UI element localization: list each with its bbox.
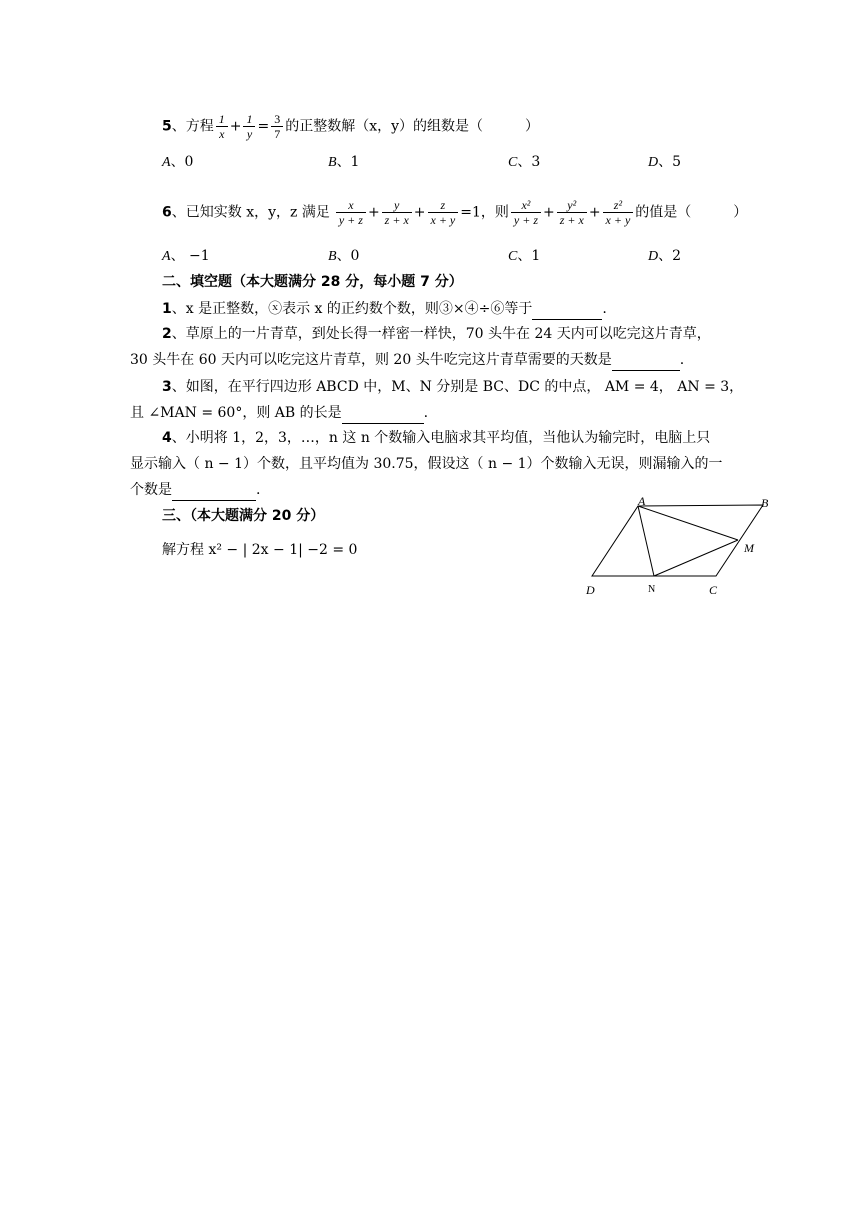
answer-blank xyxy=(342,403,424,424)
question-text: 的正整数解（x，y）的组数是（ ） xyxy=(285,118,540,135)
option-d: D、5 xyxy=(648,154,682,170)
parallelogram-figure xyxy=(578,494,788,604)
section-heading-2: 二、填空题（本大题满分 28 分，每小题 7 分） xyxy=(162,274,463,290)
question-text: 显示输入（ n − 1）个数，且平均值为 30.75，假设这（ n − 1）个数输入无误，则漏输入的一 xyxy=(130,456,723,472)
equals-sign: = xyxy=(257,118,270,135)
question-text: 、如图，在平行四边形 ABCD 中，M、N 分别是 BC、DC 的中点， AM = 4， AN = 3， xyxy=(171,379,744,395)
fraction: $\frac{\text{y²}}{z + x}$ xyxy=(557,198,587,227)
question-text: =1，则 xyxy=(460,204,509,221)
question-number: 1 xyxy=(162,301,172,317)
segment-an xyxy=(638,506,654,576)
question-number: 6 xyxy=(162,204,172,221)
question-text: 且 ∠MAN = 60°，则 AB 的长是 xyxy=(130,405,342,421)
fraction-3-over-7: $\frac{3}{7}$ xyxy=(271,112,283,141)
option-b: B、1 xyxy=(328,154,360,170)
segment-am xyxy=(638,506,738,540)
vertex-label-d: D xyxy=(586,583,595,597)
question-text: 、已知实数 x，y，z 满足 xyxy=(171,204,330,221)
vertex-label-m: M xyxy=(744,541,754,555)
fill-question-3-line-2: 且 ∠MAN = 60°，则 AB 的长是 . xyxy=(130,403,428,424)
fill-question-4-line-1 xyxy=(162,428,710,448)
vertex-label-n: N xyxy=(648,584,656,595)
option-c: C、3 xyxy=(508,154,541,170)
fill-question-4-line-3: 个数是 . xyxy=(130,480,260,501)
fraction: $\frac{\text{z²}}{x + y}$ xyxy=(603,198,634,227)
option-a: A、 −1 xyxy=(162,248,210,264)
fill-question-2-line-1 xyxy=(162,324,711,344)
option-c: C、1 xyxy=(508,248,541,264)
fraction: $\frac{z}{x + y}$ xyxy=(428,198,459,227)
section-heading-3: 三、（本大题满分 20 分） xyxy=(162,508,325,524)
answer-blank xyxy=(612,350,680,371)
question-number: 3 xyxy=(162,379,172,395)
equation-problem: 解方程 x² − | 2x − 1| −2 = 0 xyxy=(162,542,358,558)
fraction-1-over-x: $\frac{1}{x}$ xyxy=(216,112,228,141)
question-number: 2 xyxy=(162,326,172,342)
fill-question-4-line-2 xyxy=(130,454,723,474)
separator: 、 xyxy=(171,118,186,135)
fill-question-3-line-1 xyxy=(162,377,743,397)
fraction: $\frac{y}{z + x}$ xyxy=(382,198,412,227)
option-a: A、0 xyxy=(162,154,194,170)
question-text: 、草原上的一片青草，到处长得一样密一样快，70 头牛在 24 天内可以吃完这片青草， xyxy=(171,326,711,342)
question-number: 5 xyxy=(162,118,172,135)
fraction: $\frac{\text{x²}}{y + z}$ xyxy=(511,198,541,227)
answer-blank xyxy=(532,299,602,320)
fill-question-1: 1、x 是正整数，ⓧ表示 x 的正约数个数，则③×④÷⑥等于 . xyxy=(162,299,607,320)
question-6: 6、已知实数 x，y，z 满足 $\frac{x}{y + z}$ + $\frac{y}{z + x}$ + $\frac{z}{x + y}$ =1，则 $\frac{\text{x²}}{y + z}$ + $\frac{\text{y²}}{z + x}$ + $\frac{\text{z²}}{x + y}$ 的值是（ ） xyxy=(162,198,748,227)
fraction: $\frac{x}{y + z}$ xyxy=(336,198,366,227)
vertex-label-c: C xyxy=(709,583,718,597)
fraction-1-over-y: $\frac{1}{y}$ xyxy=(243,112,255,141)
question-text: 的值是（ ） xyxy=(635,204,748,221)
segment-mn xyxy=(654,540,738,576)
question-text: 30 头牛在 60 天内可以吃完这片青草，则 20 头牛吃完这片青草需要的天数是 xyxy=(130,352,612,368)
question-number: 4 xyxy=(162,430,172,446)
fill-question-2-line-2: 30 头牛在 60 天内可以吃完这片青草，则 20 头牛吃完这片青草需要的天数是 . xyxy=(130,350,684,371)
question-text: 方程 xyxy=(185,118,214,135)
question-text: 个数是 xyxy=(130,482,172,498)
vertex-label-a: A xyxy=(638,494,646,508)
option-d: D、2 xyxy=(648,248,682,264)
question-5 xyxy=(162,112,539,141)
vertex-label-b: B xyxy=(761,496,769,510)
option-b: B、0 xyxy=(328,248,360,264)
question-text: 、x 是正整数，ⓧ表示 x 的正约数个数，则③×④÷⑥等于 xyxy=(171,301,533,317)
answer-blank xyxy=(172,480,256,501)
plus-sign: + xyxy=(229,118,242,135)
question-text: 、小明将 1，2，3，…，n 这 n 个数输入电脑求其平均值，当他认为输完时，电脑上只 xyxy=(171,430,711,446)
